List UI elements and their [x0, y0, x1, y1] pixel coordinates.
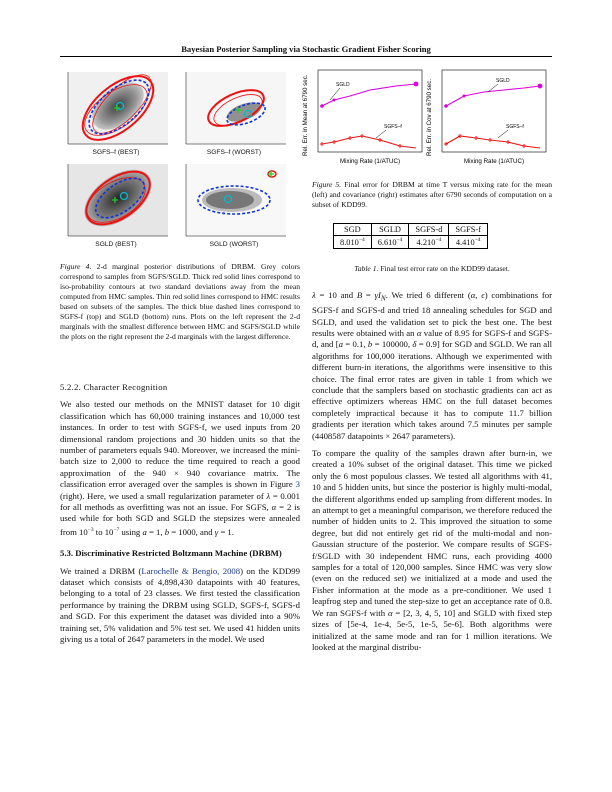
figure-link[interactable]: 3	[295, 479, 300, 490]
fig4-panel-label: SGFS–f (BEST)	[92, 149, 140, 156]
fig5-left-xlabel: Mixing Rate (1/ATUC)	[339, 158, 401, 165]
fig4-panel-label: SGLD (BEST)	[95, 241, 137, 248]
table-cell: $8.010^{-4}$	[334, 236, 372, 249]
table1	[333, 223, 488, 249]
table-header-cell: SGFS-f	[449, 224, 488, 236]
fig4-panel-sgld-best	[62, 162, 170, 242]
table1-caption-label: Table 1.	[354, 264, 379, 273]
paragraph: We also tested our methods on the MNIST dataset for 10 digit classification which has 60,000 training instances and 10,000 test instances. In order to test with SGFS-f, we used inputs from 20 dimensional random projections and 30 hidden units so that the number of parameters equals 940. Moreover, we increased the mini-batch size to 2,000 to reduce the time required to reach a good approximation of the 940 × 940 covariance matrix. The classification error averaged over the samples is shown in Figure 3 (right). Here, we used a small regularization parameter of λ = 0.001 for all methods as overfitting was not an issue. For SGFS, α = 2 is used while for both SGD and SGLD the stepsizes were annealed from $10^{-3}$ to $10^{-7}$ using a = 1, b = 1000, and γ = 1.	[60, 399, 300, 537]
sgfs-markers	[444, 134, 526, 148]
fig5-sgfs-label: SGFS–f	[506, 124, 524, 130]
fig4-panel-label: SGFS–f (WORST)	[206, 149, 262, 156]
fig5-sgld-label: SGLD	[336, 82, 350, 88]
table-cell: $4.210^{-4}$	[409, 236, 449, 249]
table-row	[334, 236, 488, 249]
section-5-3-title: 5.3. Discriminative Restricted Boltzmann Machine (DRBM)	[60, 548, 282, 559]
running-header: Bayesian Posterior Sampling via Stochastic Gradient Fisher Scoring	[181, 44, 431, 54]
fig4-panel-label: SGLD (WORST)	[209, 241, 259, 248]
paragraph: λ = 10 and $B = \gamma I_N$. We tried 6 different (α, ϵ) combinations for SGFS-f and SGFS-d and tried 18 annealing schedules for SGD and SGLD, and used the validation set to pick the best one. The best results were obtained with an α value of 8.95 for SGFS-f and SGFS-d, and [a = 0.1, b = 100000, δ = 0.9] for SGD and SGLD. We ran all algorithms for 100,000 iterations. Although we experimented with different burn-in iterations, the algorithms were insensitive to this choice. The final error rates are given in table 1 from which we conclude that the samplers based on stochastic gradients can act as effective optimizers whereas HMC on the full dataset becomes completely impractical because it has to compute 11.7 billion gradients per iteration which takes around 7.5 minutes per sample (4408587 datapoints × 2647 parameters).	[312, 290, 553, 441]
fig5-left-ylabel: Rel. Err. in Mean at 6790 sec.	[302, 74, 309, 156]
fig4-caption-text: 2-d marginal posterior distributions of DRBM. Grey colors correspond to samples from SGFS/SGLD. Thick red solid lines correspond to iso-probability contours at two standard deviations away from the mean computed from HMC samples. Thin red solid lines correspond to HMC results based on subsets of the samples. The thick blue dashed lines correspond to SGFS-f (top) and SGLD (bottom) runs. Plots on the left represent the 2-d marginals with the smallest difference between HMC and SGFS/SGLD while the plots on the right represent the 2-d marginals with the largest difference.	[60, 262, 300, 341]
fig5-sgld-label: SGLD	[496, 78, 510, 84]
table-cell: $6.610^{-4}$	[371, 236, 409, 249]
table-row	[334, 224, 488, 236]
fig4-panel-sgfs-best	[62, 70, 170, 150]
fig4-panel-sgfs-worst	[180, 70, 288, 150]
fig4-caption	[60, 262, 300, 342]
fig4-caption-label: Figure 4.	[60, 262, 92, 271]
table-cell: $4.410^{-4}$	[449, 236, 488, 249]
right-column-body	[312, 290, 552, 659]
section-5-2-2-title: 5.2.2. Character Recognition	[60, 382, 168, 392]
fig5-caption-label: Figure 5.	[312, 180, 342, 189]
fig5-right-ylabel: Rel. Err. in Cov at 6790 sec.	[426, 78, 433, 156]
table-header-cell: SGFS-d	[409, 224, 449, 236]
left-column-body	[60, 370, 300, 651]
fig5-right-plot	[424, 66, 550, 170]
table-header-cell: SGD	[334, 224, 372, 236]
fig5-right-xlabel: Mixing Rate (1/ATUC)	[463, 158, 525, 165]
table1-caption-text: Final test error rate on the KDD99 dataset.	[380, 264, 510, 273]
sgfs-markers	[320, 134, 402, 148]
fig5-sgfs-label: SGFS–f	[384, 124, 402, 130]
fig5-caption-text: Final error for DRBM at time T versus mixing rate for the mean (left) and covariance (right) estimates after 6790 seconds of computation on a subset of KDD99.	[312, 180, 552, 209]
fig4-panel-sgld-worst	[180, 162, 288, 242]
table-header-cell: SGLD	[371, 224, 409, 236]
citation-link[interactable]: Larochelle & Bengio, 2008	[141, 565, 241, 576]
fig5-left-plot	[300, 66, 426, 170]
header-rule	[60, 56, 552, 57]
paragraph: We trained a DRBM (Larochelle & Bengio, 2008) on the KDD99 dataset which consists of 4,898,430 datapoints with 40 features, belonging to a total of 23 classes. We first tested the classification performance by training the DRBM using SGLD, SGFS-f, SGFS-d and SGD. For this experiment the dataset was divided into a 90% training set, 5% validation and 5% test set. We used 41 hidden units giving us a total of 2647 parameters in the model. We used	[60, 565, 300, 645]
table1-caption	[312, 264, 552, 274]
fig5-caption	[312, 180, 552, 210]
paragraph: To compare the quality of the samples drawn after burn-in, we created a 10% subset of the original dataset. This time we picked only the 6 most populous classes. We tested all algorithms with 41, 10 and 5 hidden units, but since the posterior is highly multi-modal, the different algorithms ended up sampling from different modes. In an attempt to get a meaningful comparison, we therefore reduced the number of hidden units to 2. This improved the situation to some degree, but did not entirely get rid of the multi-modal and non-Gaussian structure of the posterior. We compare results of SGFS-f/SGLD with 30 independent HMC runs, each providing 4000 samples for a total of 120,000 samples. Since HMC was very slow (even on the reduced set) we initialized at a mode and used the Fisher information at the mode as a pre-conditioner. We used 1 leapfrog step and tuned the step-size to get an acceptance rate of 0.8. We ran SGFS-f with α = [2, 3, 4, 5, 10] and SGLD with fixed step sizes of [5e-4, 1e-4, 5e-5, 1e-5, 5e-6]. Both algorithms were initialized at the same mode and ran for 1 million iterations. We looked at the marginal distribu-	[312, 448, 552, 652]
